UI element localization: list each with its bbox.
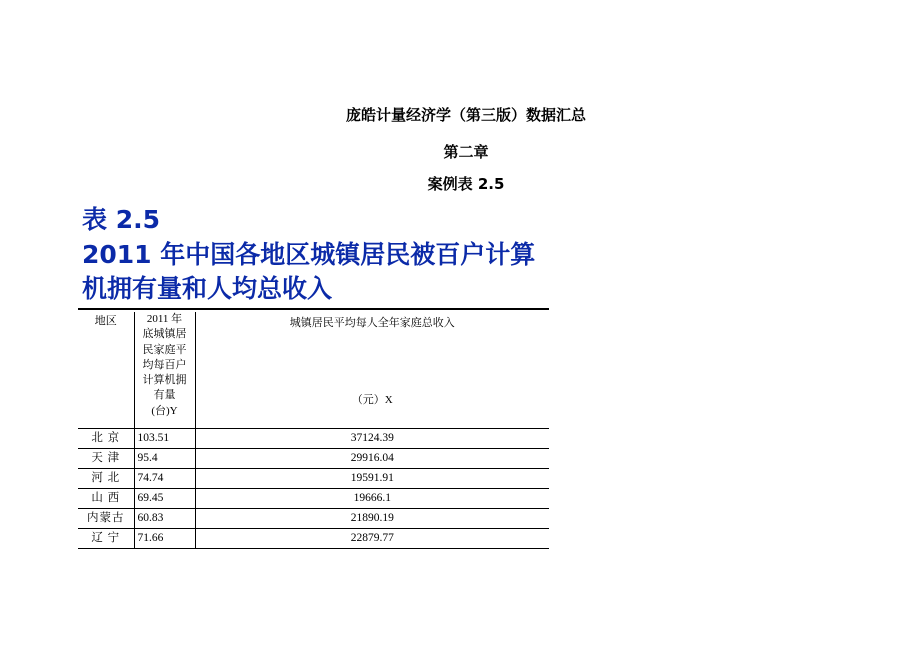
case-table-label: 案例表 2.5 (427, 175, 505, 193)
cell-computers: 103.51 (134, 429, 195, 449)
table-row (78, 429, 549, 449)
column-header-computers-line: 民家庭平 (142, 343, 187, 356)
cell-income: 19666.1 (195, 489, 549, 509)
table-row (78, 469, 549, 489)
cell-computers: 60.83 (134, 509, 195, 529)
cell-region: 山 西 (78, 489, 134, 509)
cell-region: 内蒙古 (78, 509, 134, 529)
column-header-income-unit: （元）X (351, 394, 393, 406)
document-title: 庞皓计量经济学（第三版）数据汇总 (345, 106, 586, 124)
cell-region: 辽 宁 (78, 529, 134, 549)
column-header-computers-line: 均每百户 (142, 358, 187, 371)
table-title-line-1: 2011 年中国各地区城镇居民被百户计算 (82, 240, 536, 269)
column-header-income-label: 城镇居民平均每人全年家庭总收入 (289, 317, 455, 329)
column-header-computers-line: 2011 年 (146, 313, 183, 325)
table-header-row (78, 312, 549, 429)
table-title-line-2: 机拥有量和人均总收入 (82, 274, 333, 303)
column-header-computers-line: (台)Y (151, 404, 178, 417)
cell-income: 19591.91 (195, 469, 549, 489)
cell-region: 天 津 (78, 449, 134, 469)
cell-region: 北 京 (78, 429, 134, 449)
table-row (78, 509, 549, 529)
cell-income: 22879.77 (195, 529, 549, 549)
table-number: 表 2.5 (82, 205, 160, 234)
cell-income: 37124.39 (195, 429, 549, 449)
chapter-heading: 第二章 (443, 143, 489, 161)
data-table (78, 312, 549, 549)
table-row (78, 449, 549, 469)
column-header-computers-line: 有量 (153, 389, 176, 402)
cell-region: 河 北 (78, 469, 134, 489)
cell-income: 29916.04 (195, 449, 549, 469)
cell-computers: 69.45 (134, 489, 195, 509)
cell-computers: 71.66 (134, 529, 195, 549)
column-header-income (195, 312, 549, 429)
column-header-computers-line: 底城镇居 (142, 328, 187, 341)
column-header-computers (134, 312, 195, 429)
column-header-region: 地区 (78, 312, 134, 429)
cell-computers: 74.74 (134, 469, 195, 489)
table-top-rule (78, 308, 549, 310)
table-row (78, 529, 549, 549)
table-row (78, 489, 549, 509)
cell-computers: 95.4 (134, 449, 195, 469)
cell-income: 21890.19 (195, 509, 549, 529)
column-header-computers-line: 计算机拥 (142, 374, 187, 387)
